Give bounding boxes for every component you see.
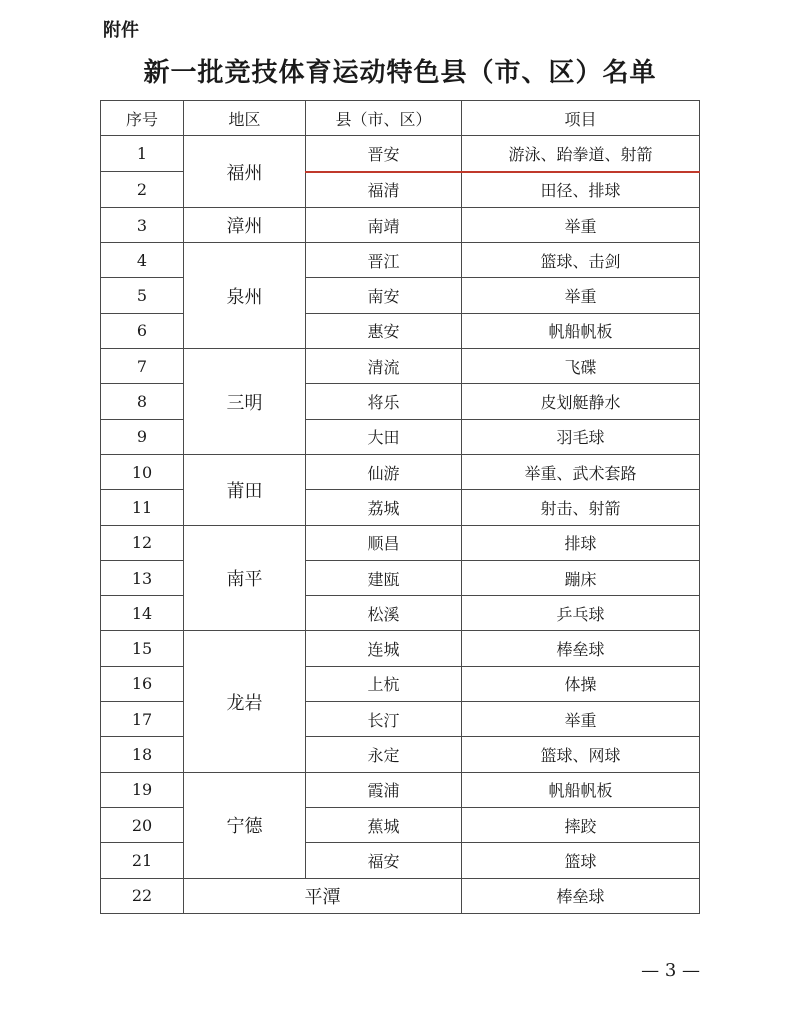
row-num: 15	[101, 631, 184, 666]
region-cell: 三明	[184, 349, 306, 455]
attachment-label: 附件	[103, 20, 139, 41]
project-cell: 举重、武术套路	[462, 454, 700, 489]
county-cell: 仙游	[306, 454, 462, 489]
header-region: 地区	[184, 101, 306, 136]
project-cell: 帆船帆板	[462, 313, 700, 348]
header-num: 序号	[101, 101, 184, 136]
row-num: 2	[101, 172, 184, 208]
table-row	[101, 772, 700, 807]
row-num: 21	[101, 843, 184, 878]
county-cell: 霞浦	[306, 772, 462, 807]
row-num: 22	[101, 878, 184, 913]
region-cell: 平潭	[184, 878, 462, 913]
county-cell: 南安	[306, 278, 462, 313]
region-cell: 泉州	[184, 243, 306, 349]
region-cell: 龙岩	[184, 631, 306, 772]
table-header-row	[101, 101, 700, 136]
project-cell: 乒乓球	[462, 596, 700, 631]
row-num: 14	[101, 596, 184, 631]
document-title: 新一批竞技体育运动特色县（市、区）名单	[143, 58, 657, 88]
row-num: 12	[101, 525, 184, 560]
project-cell: 摔跤	[462, 807, 700, 842]
project-cell: 举重	[462, 278, 700, 313]
project-cell: 飞碟	[462, 349, 700, 384]
header-project: 项目	[462, 101, 700, 136]
project-cell: 羽毛球	[462, 419, 700, 454]
row-num: 16	[101, 666, 184, 701]
project-cell: 田径、排球	[462, 172, 700, 208]
row-num: 6	[101, 313, 184, 348]
project-cell: 皮划艇静水	[462, 384, 700, 419]
county-cell: 连城	[306, 631, 462, 666]
county-cell: 上杭	[306, 666, 462, 701]
county-cell: 晋江	[306, 243, 462, 278]
table-row	[101, 631, 700, 666]
row-num: 18	[101, 737, 184, 772]
project-cell: 蹦床	[462, 560, 700, 595]
project-cell: 射击、射箭	[462, 490, 700, 525]
row-num: 10	[101, 454, 184, 489]
row-num: 7	[101, 349, 184, 384]
county-cell: 大田	[306, 419, 462, 454]
county-cell: 福安	[306, 843, 462, 878]
county-cell: 南靖	[306, 207, 462, 242]
table-row	[101, 878, 700, 913]
county-cell: 长汀	[306, 702, 462, 737]
row-num: 9	[101, 419, 184, 454]
row-num: 3	[101, 207, 184, 242]
region-cell: 宁德	[184, 772, 306, 878]
county-cell: 福清	[306, 172, 462, 208]
sports-county-table	[100, 100, 700, 914]
header-county: 县（市、区）	[306, 101, 462, 136]
project-cell: 游泳、跆拳道、射箭	[462, 136, 700, 172]
row-num: 19	[101, 772, 184, 807]
table-row	[101, 525, 700, 560]
county-cell: 将乐	[306, 384, 462, 419]
table-row	[101, 243, 700, 278]
project-cell: 棒垒球	[462, 878, 700, 913]
project-cell: 举重	[462, 207, 700, 242]
row-num: 11	[101, 490, 184, 525]
region-cell: 南平	[184, 525, 306, 631]
row-num: 1	[101, 136, 184, 172]
project-cell: 体操	[462, 666, 700, 701]
county-cell: 建瓯	[306, 560, 462, 595]
row-num: 13	[101, 560, 184, 595]
project-cell: 举重	[462, 702, 700, 737]
county-cell: 荔城	[306, 490, 462, 525]
table-row	[101, 454, 700, 489]
project-cell: 帆船帆板	[462, 772, 700, 807]
row-num: 4	[101, 243, 184, 278]
county-cell: 永定	[306, 737, 462, 772]
row-num: 20	[101, 807, 184, 842]
table-row	[101, 207, 700, 242]
county-cell: 松溪	[306, 596, 462, 631]
project-cell: 排球	[462, 525, 700, 560]
county-cell: 晋安	[306, 136, 462, 172]
region-cell: 福州	[184, 136, 306, 208]
county-cell: 清流	[306, 349, 462, 384]
region-cell: 莆田	[184, 454, 306, 525]
project-cell: 棒垒球	[462, 631, 700, 666]
county-cell: 顺昌	[306, 525, 462, 560]
project-cell: 篮球、击剑	[462, 243, 700, 278]
row-num: 17	[101, 702, 184, 737]
county-cell: 惠安	[306, 313, 462, 348]
table-row	[101, 349, 700, 384]
project-cell: 篮球	[462, 843, 700, 878]
page-number: — 3 —	[641, 960, 700, 981]
county-cell: 蕉城	[306, 807, 462, 842]
row-num: 5	[101, 278, 184, 313]
table-row	[101, 136, 700, 172]
project-cell: 篮球、网球	[462, 737, 700, 772]
row-num: 8	[101, 384, 184, 419]
region-cell: 漳州	[184, 207, 306, 242]
